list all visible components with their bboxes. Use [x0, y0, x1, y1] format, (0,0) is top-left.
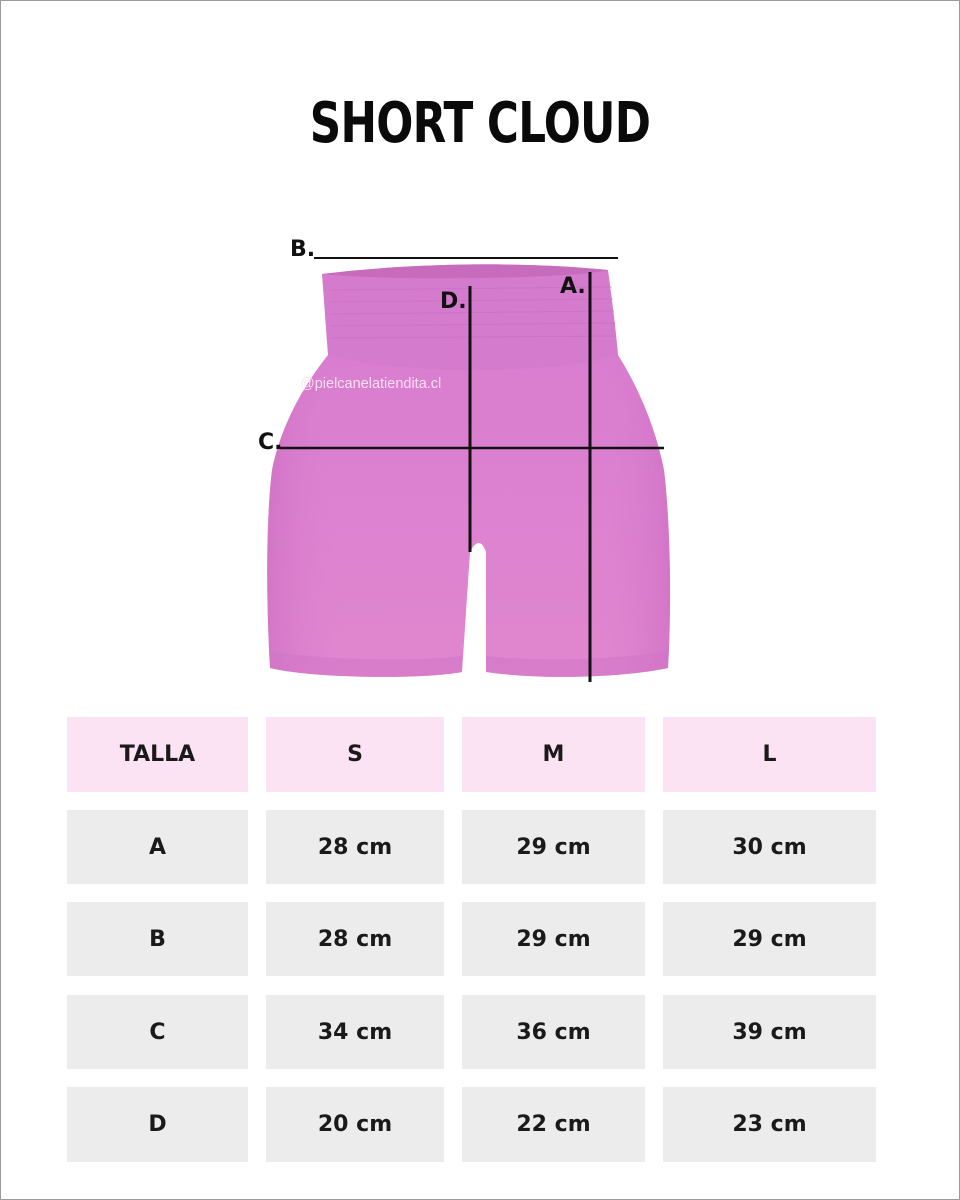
- label-a: A.: [560, 274, 586, 299]
- header-size-l: L: [663, 717, 876, 792]
- row-b-m: 29 cm: [462, 902, 645, 976]
- row-c-m: 36 cm: [462, 995, 645, 1069]
- watermark-text: @pielcanelatiendita.cl: [300, 376, 442, 392]
- label-d: D.: [440, 289, 467, 314]
- row-a-l: 30 cm: [663, 810, 876, 884]
- page-title: SHORT CLOUD: [309, 91, 651, 156]
- row-c-l: 39 cm: [663, 995, 876, 1069]
- row-b-l: 29 cm: [663, 902, 876, 976]
- label-c: C.: [258, 430, 283, 455]
- row-d-l: 23 cm: [663, 1087, 876, 1162]
- label-b: B.: [290, 237, 316, 262]
- row-a-m: 29 cm: [462, 810, 645, 884]
- row-d-label: D: [67, 1087, 248, 1162]
- row-b-s: 28 cm: [266, 902, 444, 976]
- row-a-s: 28 cm: [266, 810, 444, 884]
- header-talla: TALLA: [67, 717, 248, 792]
- row-d-m: 22 cm: [462, 1087, 645, 1162]
- row-b-label: B: [67, 902, 248, 976]
- row-c-s: 34 cm: [266, 995, 444, 1069]
- header-size-m: M: [462, 717, 645, 792]
- row-a-label: A: [67, 810, 248, 884]
- row-c-label: C: [67, 995, 248, 1069]
- header-size-s: S: [266, 717, 444, 792]
- row-d-s: 20 cm: [266, 1087, 444, 1162]
